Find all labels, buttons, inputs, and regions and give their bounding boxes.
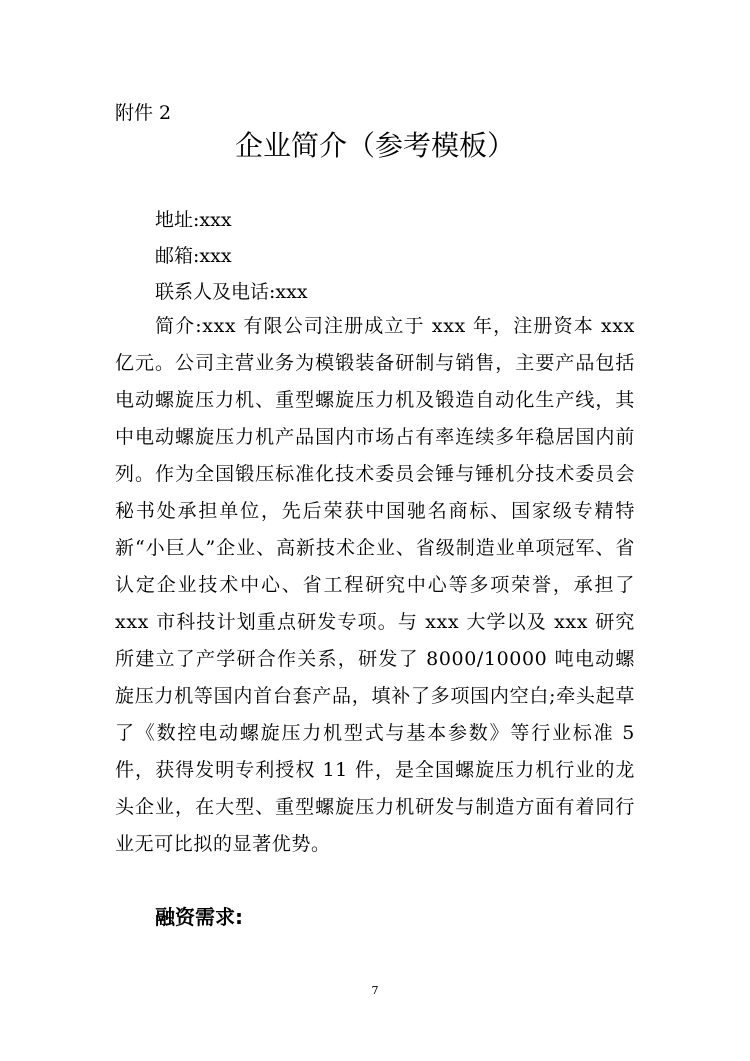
financing-needs-heading: 融资需求: [155,905,243,929]
attachment-label: 附件 2 [115,102,172,124]
address-line: 地址:xxx [155,209,232,231]
page-number: 7 [371,984,379,997]
contact-line: 联系人及电话:xxx [155,281,308,303]
email-line: 邮箱:xxx [155,245,232,267]
company-introduction: 简介:xxx 有限公司注册成立于 xxx 年，注册资本 xxx 亿元。公司主营业务为模锻装备研制与销售，主要产品包括电动螺旋压力机、重型螺旋压力机及锻造自动化生产线，其中电动螺旋压力机产品国内市场占有率连续多年稳居国内前列。作为全国锻压标准化技术委员会锤与锤机分技术委员会秘书处承担单位，先后荣获中国驰名商标、国家级专精特新“小巨人”企业、高新技术企业、省级制造业单项冠军、省认定企业技术中心、省工程研究中心等多项荣誉，承担了 xxx 市科技计划重点研发专项。与 xxx 大学以及 xxx 研究所建立了产学研合作关系，研发了 8000/10000 吨电动螺旋压力机等国内首台套产品，填补了多项国内空白;牵头起草了《数控电动螺旋压力机型式与基本参数》等行业标准 5 件，获得发明专利授权 11 件，是全国螺旋压力机行业的龙头企业，在大型、重型螺旋压力机研发与制造方面有着同行业无可比拟的显著优势。 [115,315,635,855]
page-title: 企业简介（参考模板） [234,129,515,162]
